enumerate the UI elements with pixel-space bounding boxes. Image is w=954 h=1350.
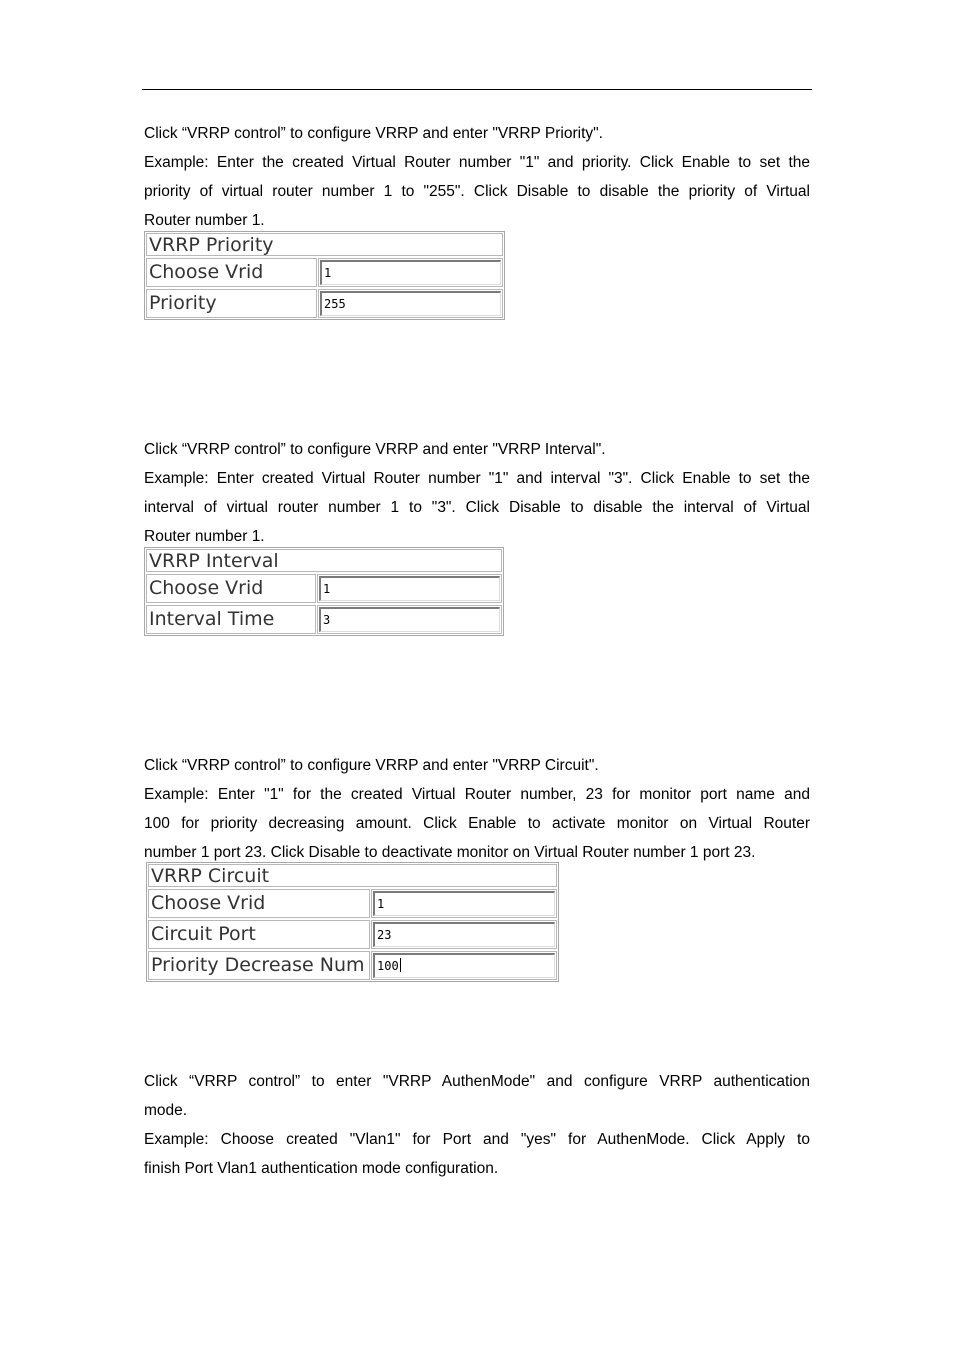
choose-vrid-input[interactable]: 1 (320, 260, 501, 285)
choose-vrid-label: Choose Vrid (148, 889, 370, 918)
text-line: Click “VRRP control” to configure VRRP and enter "VRRP Priority". (144, 125, 603, 142)
priority-decrease-num-label: Priority Decrease Num (148, 951, 370, 980)
text-line: priority of virtual router number 1 to "255". Click Disable to disable the priority of Virtual (144, 183, 810, 200)
priority-instructions (144, 119, 810, 235)
vrrp-interval-panel (144, 547, 504, 636)
circuit-port-cell (371, 920, 557, 949)
panel-title: VRRP Circuit (148, 864, 557, 887)
text-line: Router number 1. (144, 528, 265, 545)
text-line: Example: Enter created Virtual Router number "1" and interval "3". Click Enable to set the (144, 470, 810, 487)
form-row (146, 258, 503, 287)
panel-title: VRRP Interval (146, 549, 502, 572)
form-row (146, 574, 502, 603)
text-line: Example: Enter "1" for the created Virtual Router number, 23 for monitor port name and (144, 786, 810, 803)
interval-time-cell (317, 605, 502, 634)
interval-time-label: Interval Time (146, 605, 316, 634)
text-line: mode. (144, 1102, 188, 1119)
choose-vrid-cell (317, 574, 502, 603)
choose-vrid-cell (371, 889, 557, 918)
text-line: Example: Enter the created Virtual Router number "1" and priority. Click Enable to set the (144, 154, 810, 171)
priority-input[interactable]: 255 (320, 291, 501, 316)
choose-vrid-cell (318, 258, 503, 287)
form-row (148, 889, 557, 918)
text-line: finish Port Vlan1 authentication mode configuration. (144, 1160, 499, 1177)
interval-instructions (144, 435, 810, 551)
header-rule (142, 89, 812, 90)
text-line: Click “VRRP control” to configure VRRP and enter "VRRP Interval". (144, 441, 606, 458)
vrrp-priority-panel (144, 231, 505, 320)
choose-vrid-input[interactable]: 1 (373, 891, 555, 916)
text-line: 100 for priority decreasing amount. Click Enable to activate monitor on Virtual Router (144, 815, 810, 832)
authenmode-instructions (144, 1067, 810, 1183)
circuit-instructions (144, 751, 810, 867)
form-row (146, 289, 503, 318)
form-row (148, 951, 557, 980)
text-line: Click “VRRP control” to enter "VRRP AuthenMode" and configure VRRP authentication (144, 1073, 810, 1090)
text-cursor (400, 958, 401, 972)
vrrp-circuit-panel (146, 862, 559, 982)
interval-time-input[interactable]: 3 (319, 607, 500, 632)
text-line: Click “VRRP control” to configure VRRP and enter "VRRP Circuit". (144, 757, 599, 774)
text-line: Router number 1. (144, 212, 265, 229)
priority-cell (318, 289, 503, 318)
priority-label: Priority (146, 289, 317, 318)
priority-decrease-num-input[interactable] (373, 953, 555, 978)
form-row (148, 920, 557, 949)
choose-vrid-label: Choose Vrid (146, 574, 316, 603)
form-row (146, 605, 502, 634)
priority-decrease-num-value: 100 (377, 959, 399, 973)
circuit-port-label: Circuit Port (148, 920, 370, 949)
panel-title: VRRP Priority (146, 233, 503, 256)
choose-vrid-label: Choose Vrid (146, 258, 317, 287)
text-line: Example: Choose created "Vlan1" for Port and "yes" for AuthenMode. Click Apply to (144, 1131, 810, 1148)
circuit-port-input[interactable]: 23 (373, 922, 555, 947)
choose-vrid-input[interactable]: 1 (319, 576, 500, 601)
text-line: interval of virtual router number 1 to "3". Click Disable to disable the interval of Virtual (144, 499, 810, 516)
text-line: number 1 port 23. Click Disable to deactivate monitor on Virtual Router number 1 port 23. (144, 844, 756, 861)
priority-decrease-num-cell (371, 951, 557, 980)
